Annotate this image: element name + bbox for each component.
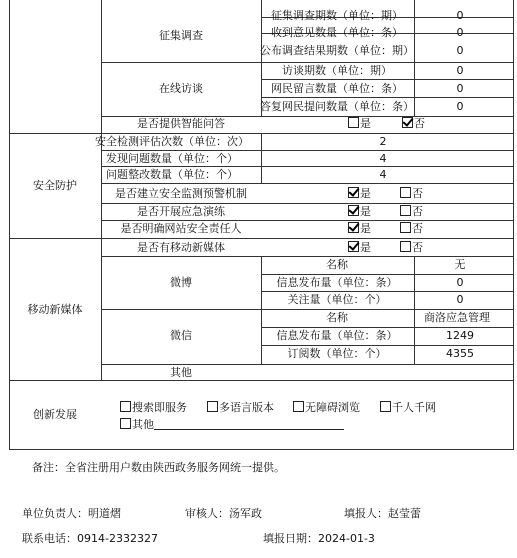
section-weixin: 微信 [170, 329, 192, 342]
row-value: 0 [456, 82, 464, 95]
drill-yes-option[interactable]: 是 [348, 205, 371, 219]
unit-head: 单位负责人：明道熠 [22, 507, 121, 520]
row-value: 0 [456, 64, 464, 77]
responsible-yes-option[interactable]: 是 [348, 222, 371, 236]
row-label: 答复网民提问数量（单位：条） [260, 100, 414, 113]
option-personalized[interactable]: 千人千网 [380, 401, 436, 415]
weibo-follow-label: 关注量（单位：个） [287, 293, 387, 306]
other-blank-line [154, 418, 344, 430]
checkbox-checked-icon [348, 187, 359, 198]
filler: 填报人：赵莹蕾 [344, 507, 421, 520]
row-label: 征集调查期数（单位：期） [271, 9, 403, 22]
checkbox-checked-icon [348, 222, 359, 233]
row-label: 安全检测评估次数（单位：次） [95, 135, 249, 148]
row-label: 公布调查结果期数（单位：期） [260, 44, 414, 57]
weibo-name-label: 名称 [326, 258, 348, 271]
weibo-follow-value: 0 [456, 293, 464, 306]
section-qita: 其他 [170, 366, 192, 379]
monitoring-yes-option[interactable]: 是 [348, 187, 371, 201]
reviewer: 审核人：汤军政 [185, 507, 262, 520]
checkbox-icon [120, 418, 131, 429]
checkbox-checked-icon [348, 205, 359, 216]
row-label: 网民留言数量（单位：条） [271, 82, 403, 95]
responsible-no-option[interactable]: 否 [400, 222, 423, 236]
weibo-name-value: 无 [454, 258, 466, 271]
section-anquan: 安全防护 [33, 179, 77, 192]
row-label: 是否明确网站安全责任人 [120, 222, 242, 235]
report-table [9, 0, 514, 450]
checkbox-icon [400, 241, 411, 252]
section-zhengji: 征集调查 [159, 29, 203, 42]
row-label: 收到意见数量（单位：条） [271, 26, 403, 39]
weibo-post-label: 信息发布量（单位：条） [276, 276, 398, 289]
checkbox-icon [400, 187, 411, 198]
checkbox-checked-icon [348, 241, 359, 252]
weixin-sub-label: 订阅数（单位：个） [287, 347, 387, 360]
monitoring-no-option[interactable]: 否 [400, 187, 423, 201]
weixin-sub-value: 4355 [446, 347, 474, 360]
row-value: 0 [456, 44, 464, 57]
weixin-name-label: 名称 [326, 311, 348, 324]
option-other[interactable]: 其他 [120, 418, 344, 432]
checkbox-icon [380, 401, 391, 412]
checkbox-icon [120, 401, 131, 412]
option-search-service[interactable]: 搜索即服务 [120, 401, 187, 415]
row-value: 4 [379, 168, 387, 181]
checkbox-icon [348, 117, 359, 128]
row-value: 2 [379, 135, 387, 148]
row-value: 0 [456, 26, 464, 39]
checkbox-icon [400, 205, 411, 216]
drill-no-option[interactable]: 否 [400, 205, 423, 219]
section-yidong: 移动新媒体 [27, 303, 83, 316]
row-value: 4 [379, 152, 387, 165]
newmedia-yes-option[interactable]: 是 [348, 241, 371, 255]
row-label: 问题整改数量（单位：个） [106, 168, 238, 181]
note-text: 备注：全省注册用户数由陕西政务服务网统一提供。 [32, 461, 285, 474]
zhineng-yes-option[interactable]: 是 [348, 117, 371, 131]
checkbox-icon [293, 401, 304, 412]
row-label: 访谈期数（单位：期） [282, 64, 392, 77]
row-label: 是否开展应急演练 [137, 205, 225, 218]
weixin-post-value: 1249 [446, 329, 474, 342]
contact-phone: 联系电话：0914-2332327 [22, 532, 158, 545]
section-weibo: 微博 [170, 276, 192, 289]
row-label: 是否建立安全监测预警机制 [115, 187, 247, 200]
row-value: 0 [456, 100, 464, 113]
fill-date: 填报日期：2024-01-3 [263, 532, 375, 545]
option-multilanguage[interactable]: 多语言版本 [207, 401, 274, 415]
section-zaixian: 在线访谈 [159, 82, 203, 95]
row-label: 是否有移动新媒体 [137, 241, 225, 254]
row-label: 发现问题数量（单位：个） [106, 152, 238, 165]
weixin-name-value: 商洛应急管理 [424, 311, 490, 324]
section-zhineng-question: 是否提供智能问答 [137, 117, 225, 130]
checkbox-icon [207, 401, 218, 412]
section-chuangxin: 创新发展 [33, 408, 77, 421]
option-accessibility[interactable]: 无障碍浏览 [293, 401, 360, 415]
checkbox-icon [400, 222, 411, 233]
checkbox-checked-icon [402, 117, 413, 128]
weixin-post-label: 信息发布量（单位：条） [276, 329, 398, 342]
weibo-post-value: 0 [456, 276, 464, 289]
row-value: 0 [456, 9, 464, 22]
newmedia-no-option[interactable]: 否 [400, 241, 423, 255]
zhineng-no-option[interactable]: 否 [402, 117, 425, 131]
